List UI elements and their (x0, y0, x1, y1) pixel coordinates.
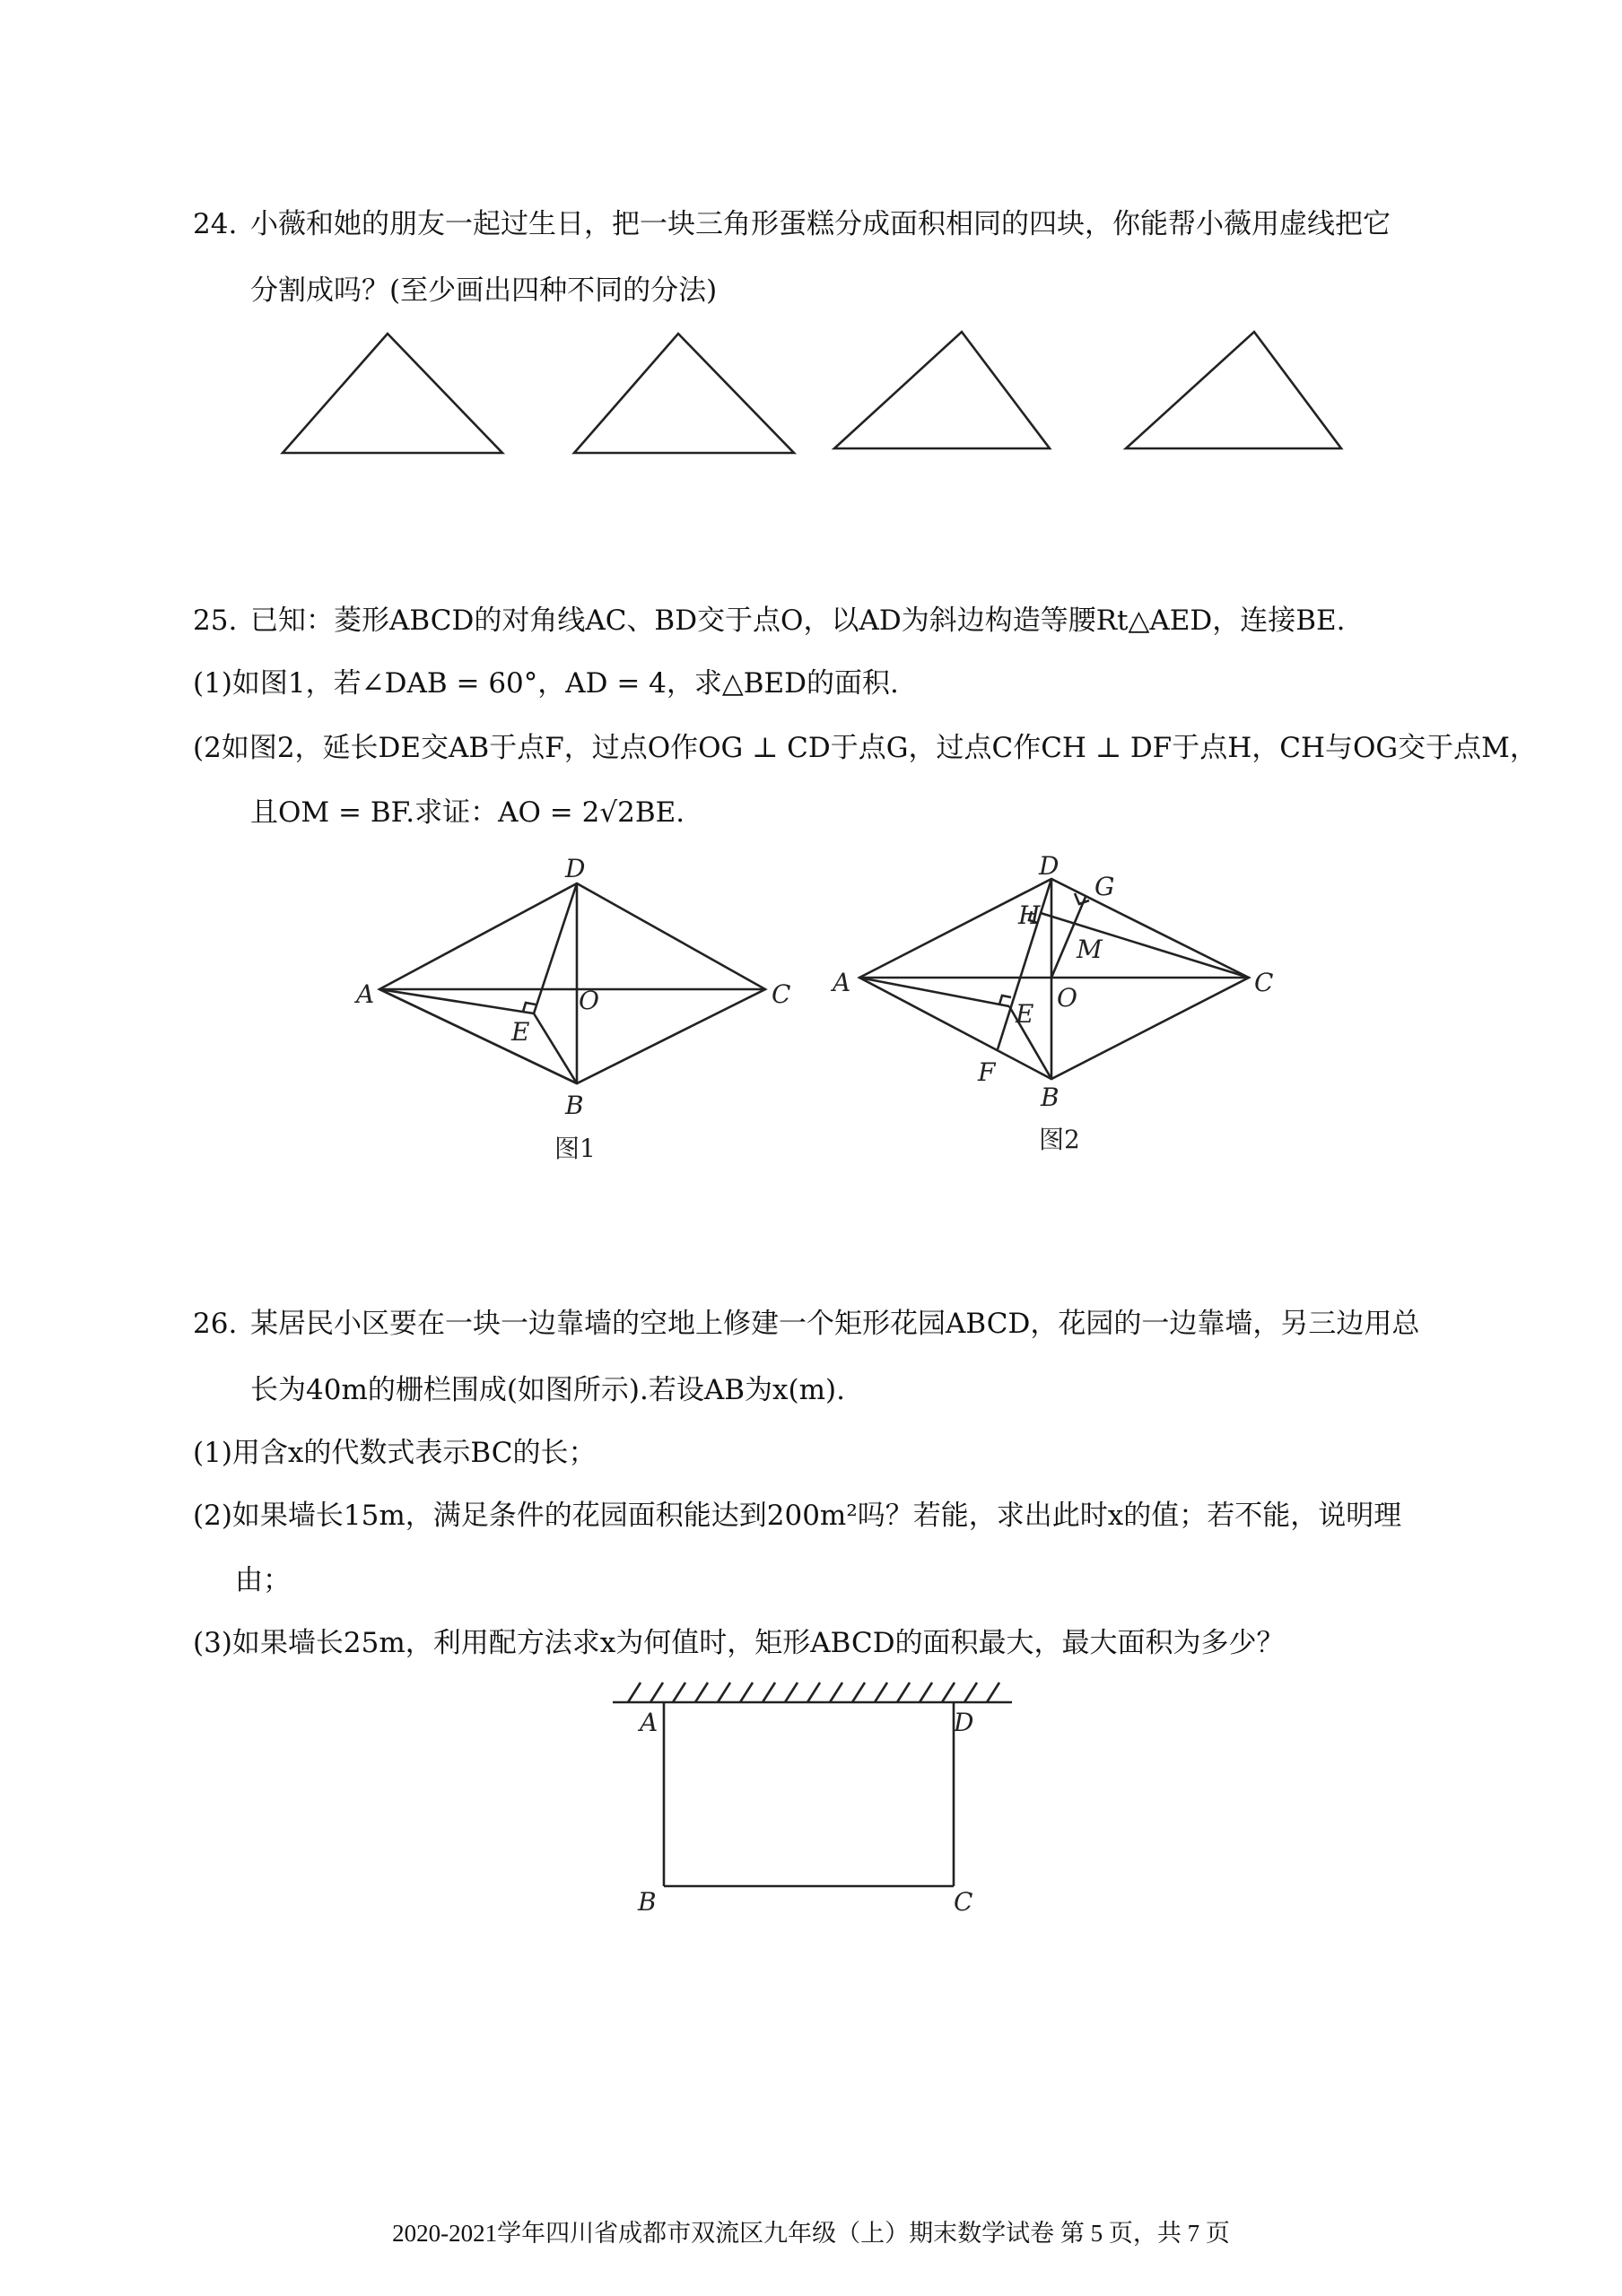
fig1-label-e: E (511, 1017, 530, 1047)
wall-hatching (628, 1683, 999, 1702)
wall-hatch-mark (650, 1683, 663, 1702)
q25-part1-text: (1)如图1，若∠DAB = 60°，AD = 4，求△BED的面积. (193, 667, 899, 700)
fig2-label-d: D (1039, 851, 1060, 881)
fig2-label-a: A (833, 968, 851, 997)
fig2-label-e: E (1016, 999, 1034, 1029)
wall-hatch-mark (740, 1683, 753, 1702)
q26-text-line1: 某居民小区要在一块一边靠墙的空地上修建一个矩形花园ABCD，花园的一边靠墙，另三边用总 (250, 1308, 1420, 1340)
q24-number: 24. (193, 208, 238, 240)
wall-hatch-mark (852, 1683, 865, 1702)
q24-text-line1: 小薇和她的朋友一起过生日，把一块三角形蛋糕分成面积相同的四块，你能帮小薇用虚线把它 (250, 208, 1391, 240)
q25-text-line1: 已知：菱形ABCD的对角线AC、BD交于点O，以AD为斜边构造等腰Rt△AED，连接BE. (250, 604, 1346, 637)
wall-hatch-mark (807, 1683, 820, 1702)
q24-text-line2: 分割成吗？(至少画出四种不同的分法) (250, 274, 718, 307)
wall-hatch-mark (763, 1683, 775, 1702)
fig1-label-c: C (772, 979, 791, 1009)
fig1-label-o: O (579, 986, 599, 1015)
wall-hatch-mark (920, 1683, 932, 1702)
fig2-label-f: F (978, 1057, 996, 1087)
garden-label-a: A (640, 1708, 658, 1737)
fig1-caption: 图1 (554, 1134, 596, 1163)
fig2-caption: 图2 (1039, 1125, 1080, 1154)
wall-hatch-mark (628, 1683, 641, 1702)
wall-hatch-mark (785, 1683, 798, 1702)
q26-part2-text-line1: (2)如果墙长15m，满足条件的花园面积能达到200m²吗？若能，求出此时x的值；若不能，说明理 (193, 1500, 1402, 1532)
wall-hatch-mark (673, 1683, 685, 1702)
q25-part2-text-line1: (2如图2，延长DE交AB于点F，过点O作OG ⊥ CD于点G，过点C作CH ⊥ DF于点H，CH与OG交于点M， (193, 732, 1538, 764)
fig2-label-g: G (1094, 872, 1115, 901)
wall-hatch-mark (695, 1683, 708, 1702)
q25-part2-text-line2: 且OM = BF.求证：AO = 2√2BE. (250, 796, 685, 829)
q25-number: 25. (193, 604, 238, 637)
garden-label-b: B (638, 1887, 657, 1917)
fig2-label-m: M (1077, 935, 1103, 964)
wall-hatch-mark (897, 1683, 910, 1702)
garden-label-c: C (954, 1887, 973, 1917)
wall-hatch-mark (718, 1683, 730, 1702)
q26-part3-text: (3)如果墙长25m，利用配方法求x为何值时，矩形ABCD的面积最大，最大面积为多少？ (193, 1627, 1285, 1659)
fig2-label-h: H (1018, 900, 1041, 930)
fig2-label-c: C (1254, 968, 1274, 997)
wall-hatch-mark (964, 1683, 977, 1702)
fig1-label-a: A (356, 979, 375, 1009)
fig1-label-b: B (565, 1091, 584, 1120)
wall-hatch-mark (942, 1683, 955, 1702)
q26-number: 26. (193, 1308, 238, 1340)
wall-hatch-mark (830, 1683, 842, 1702)
fig2-label-o: O (1057, 983, 1077, 1013)
q26-text-line2: 长为40m的栅栏围成(如图所示).若设AB为x(m). (250, 1374, 845, 1406)
fig1-label-d: D (565, 854, 586, 883)
q26-part1-text: (1)用含x的代数式表示BC的长； (193, 1437, 597, 1469)
wall-hatch-mark (987, 1683, 999, 1702)
wall-hatch-mark (875, 1683, 887, 1702)
q26-part2-text-line2: 由； (235, 1564, 291, 1596)
page-footer: 2020-2021学年四川省成都市双流区九年级（上）期末数学试卷 第 5 页，共 7 页 (392, 2220, 1230, 2247)
fig2-label-b: B (1041, 1083, 1060, 1112)
garden-label-d: D (954, 1708, 974, 1737)
